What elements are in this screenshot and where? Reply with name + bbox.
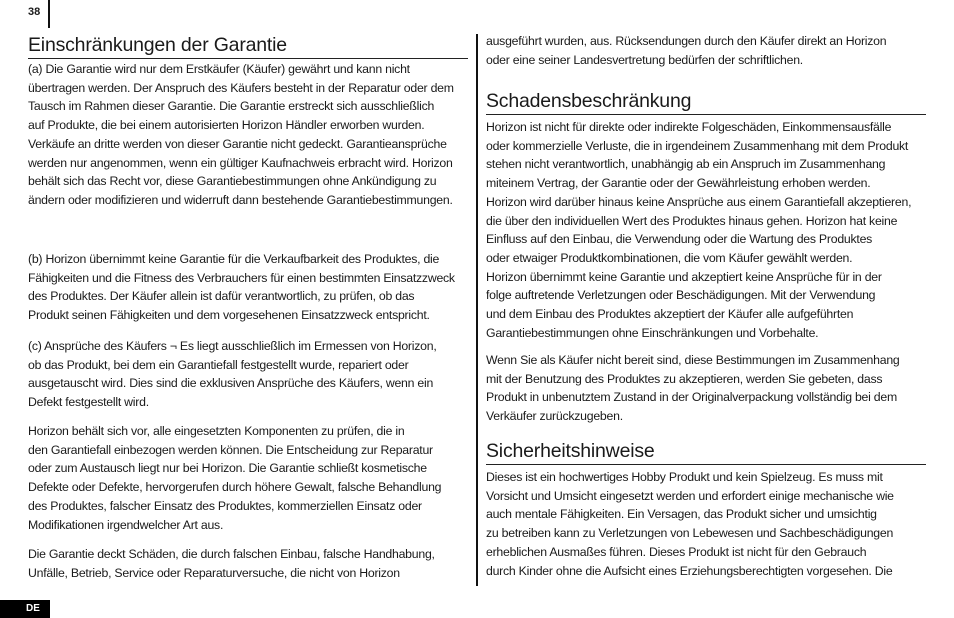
heading-damage-limitation: Schadensbeschränkung xyxy=(486,90,926,115)
para-continued: ausgeführt wurden, aus. Rücksendungen durch den Käufer direkt an Horizon oder eine seiner Landesvertretung bedürfen der schriftlichen. xyxy=(486,34,887,67)
page-number-bar xyxy=(48,0,50,28)
heading-safety: Sicherheitshinweise xyxy=(486,440,926,465)
para-d: Horizon behält sich vor, alle eingesetzten Komponenten zu prüfen, die in den Garantiefall einbezogen werden können. Die Entscheidung zur Reparatur oder zum Austausch liegt nur bei Horizon. Die Garantie schließt kosmetische Defekte oder Defekte, hervorgerufen durch höhere Gewalt, falsche Behandlung des Produktes, falscher Einsatz des Produktes, kommerziellen Einsatz oder Modifikationen irgendwelcher Art aus. xyxy=(28,424,442,532)
page-number: 38 xyxy=(28,6,41,18)
language-tab: DE xyxy=(0,600,50,618)
para-b: (b) Horizon übernimmt keine Garantie für die Verkaufbarkeit des Produktes, die Fähigkeiten und die Fitness des Verbrauchers für einen bestimmten Einsatzzweck des Produktes. Der Käufer allein ist dafür verantwortlich, zu prüfen, ob das Produkt seinen Fähigkeiten und dem vorgesehenen Einsatzzweck entspricht. xyxy=(28,252,455,323)
para-c: (c) Ansprüche des Käufers ¬ Es liegt ausschließlich im Ermessen von Horizon, ob das Produkt, bei dem ein Garantiefall festgestellt wurde, repariert oder ausgetauscht wird. Dies sind die exklusiven Ansprüche des Käufers, wenn ein Defekt festgestellt wird. xyxy=(28,339,437,410)
para-a: (a) Die Garantie wird nur dem Erstkäufer (Käufer) gewährt und kann nicht übertragen werden. Der Anspruch des Käufers besteht in der Reparatur oder dem Tausch im Rahmen dieser Garantie. Die Garantie erstreckt sich ausschließlich auf Produkte, die bei einem autorisierten Horizon Händler erworben wurden. Verkäufe an dritte werden von dieser Garantie nicht gedeckt. Garantieansprüche werden nur angenommen, wenn ein gültiger Kaufnachweis erbracht wird. Horizon behält sich das Recht vor, diese Garantiebestimmungen ohne Ankündigung zu ändern oder modifizieren und widerruft dann bestehende Garantiebestimmungen. xyxy=(28,62,454,207)
para-damage-1: Horizon ist nicht für direkte oder indirekte Folgeschäden, Einkommensausfälle oder kommerzielle Verluste, die in irgendeinem Zusammenhang mit dem Produkt stehen nicht verantwortlich, unabhängig ab ein Anspruch im Zusammenhang miteinem Vertrag, der Garantie oder der Gewährleistung erhoben werden. Horizon wird darüber hinaus keine Ansprüche aus einem Garantiefall akzeptieren, die über den individuellen Wert des Produktes hinaus gehen. Horizon hat keine Einfluss auf den Einbau, die Verwendung oder die Wartung des Produktes oder etwaiger Produktkombinationen, die vom Käufer gewählt werden. Horizon übernimmt keine Garantie und akzeptiert keine Ansprüche für in der folge auftretende Verletzungen oder Beschädigungen. Mit der Verwendung und dem Einbau des Produktes akzeptiert der Käufer alle aufgeführten Garantiebestimmungen ohne Einschränkungen und Vorbehalte. xyxy=(486,120,912,340)
heading-warranty-limits: Einschränkungen der Garantie xyxy=(28,34,468,59)
column-divider xyxy=(476,34,478,586)
para-damage-2: Wenn Sie als Käufer nicht bereit sind, diese Bestimmungen im Zusammenhang mit der Benutzung des Produktes zu akzeptieren, werden Sie gebeten, dass Produkt in unbenutztem Zustand in der Originalverpackung vollständig bei dem Verkäufer zurückzugeben. xyxy=(486,353,900,424)
para-e: Die Garantie deckt Schäden, die durch falschen Einbau, falsche Handhabung, Unfälle, Betrieb, Service oder Reparaturversuche, die nicht von Horizon xyxy=(28,547,435,580)
para-safety: Dieses ist ein hochwertiges Hobby Produkt und kein Spielzeug. Es muss mit Vorsicht und Umsicht eingesetzt werden und erfordert einige mechanische wie auch mentale Fähigkeiten. Ein Versagen, das Produkt sicher und umsichtig zu betreiben kann zu Verletzungen von Lebewesen und Sachbeschädigungen erheblichen Ausmaßes führen. Dieses Produkt ist nicht für den Gebrauch durch Kinder ohne die Aufsicht eines Erziehungsberechtigten vorgesehen. Die xyxy=(486,470,894,578)
